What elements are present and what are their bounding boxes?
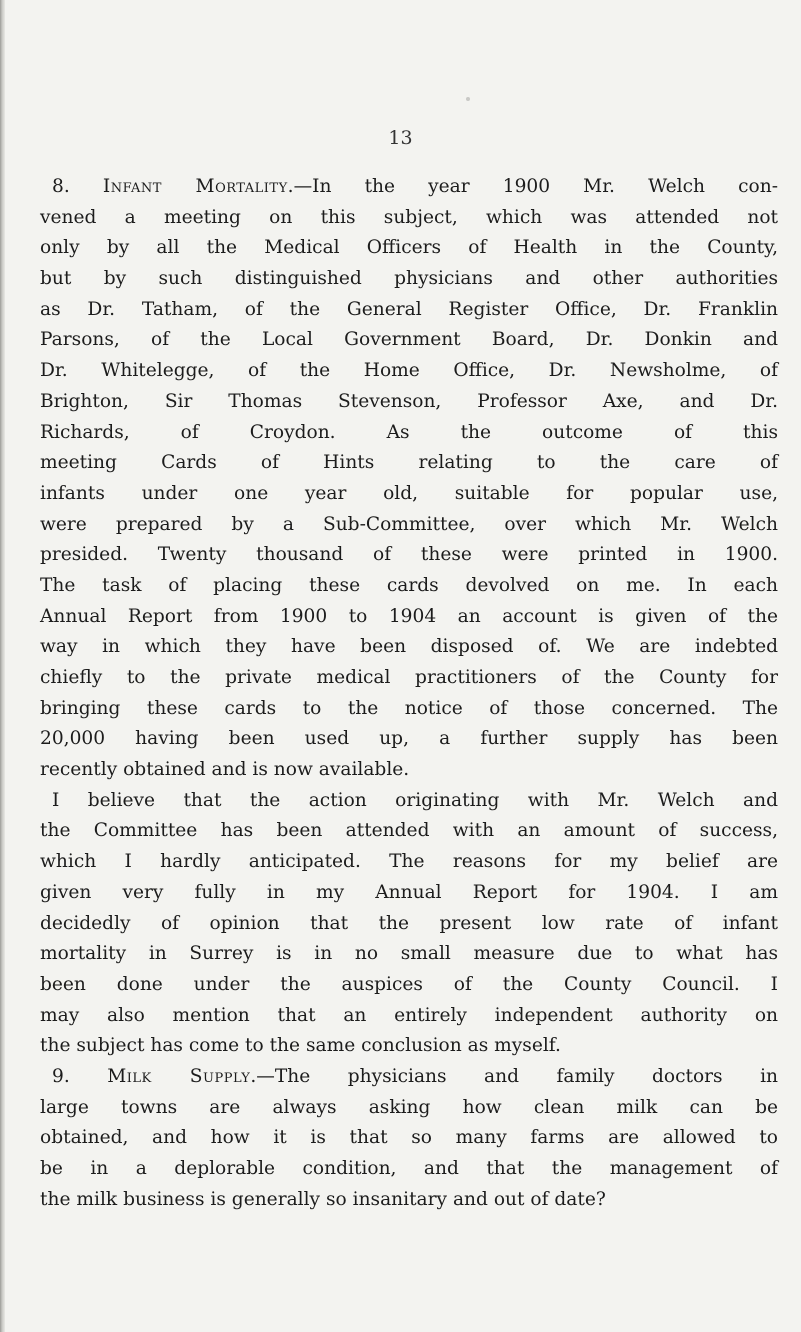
text-line: Brighton, Sir Thomas Stevenson, Professor Axe, and Dr.: [40, 390, 778, 412]
text-line: which I hardly anticipated. The reasons for my belief are: [40, 851, 778, 873]
text-line: the subject has come to the same conclusion as myself.: [40, 1035, 561, 1057]
text-line: Parsons, of the Local Government Board, Dr. Donkin and: [40, 329, 778, 351]
text-line: given very fully in my Annual Report for 1904. I am: [40, 881, 778, 903]
text-line: mortality in Surrey is in no small measure due to what has: [40, 943, 778, 965]
text-line: I believe that the action originating with Mr. Welch and: [52, 789, 778, 811]
section-heading: Milk Supply: [107, 1065, 251, 1087]
text-line: 20,000 having been used up, a further supply has been: [40, 728, 778, 750]
document-body: [40, 172, 778, 1215]
text-line: large towns are always asking how clean milk can be: [40, 1096, 778, 1118]
text-line: the milk business is generally so insanitary and out of date?: [40, 1188, 606, 1210]
text-line: 8. Infant Mortality.—In the year 1900 Mr. Welch con-: [52, 176, 778, 197]
paper-speck: [466, 97, 470, 101]
text-line: meeting Cards of Hints relating to the care of: [40, 452, 778, 474]
text-line: may also mention that an entirely independent authority on: [40, 1004, 778, 1026]
section-heading: Infant Mortality: [102, 176, 288, 197]
text-line: bringing these cards to the notice of those concerned. The: [40, 697, 778, 719]
text-line: but by such distinguished physicians and other authorities: [40, 268, 778, 290]
text-line: Richards, of Croydon. As the outcome of this: [40, 421, 778, 443]
text-line: chiefly to the private medical practitioners of the County for: [40, 667, 778, 688]
text-line: be in a deplorable condition, and that the management of: [40, 1158, 778, 1179]
text-line: decidedly of opinion that the present low rate of infant: [40, 912, 778, 934]
text-line: way in which they have been disposed of. We are indebted: [40, 636, 778, 658]
text-line: infants under one year old, suitable for popular use,: [40, 482, 778, 504]
text-line: The task of placing these cards devolved on me. In each: [40, 574, 778, 596]
page-edge-shadow: [0, 0, 5, 1332]
text-line: Annual Report from 1900 to 1904 an account is given of the: [40, 605, 778, 627]
text-line: were prepared by a Sub-Committee, over which Mr. Welch: [40, 513, 778, 535]
text-line: only by all the Medical Officers of Health in the County,: [40, 237, 778, 259]
section-number: 8.: [52, 176, 70, 197]
text-line: the Committee has been attended with an amount of success,: [40, 820, 778, 842]
paragraph-infant-mortality: [40, 172, 778, 786]
text-line: as Dr. Tatham, of the General Register Office, Dr. Franklin: [40, 298, 778, 320]
text-line: 9. Milk Supply.—The physicians and family doctors in: [52, 1065, 778, 1087]
paragraph-committee-success: [40, 786, 778, 1062]
text-line: presided. Twenty thousand of these were printed in 1900.: [40, 544, 778, 566]
text-line: been done under the auspices of the County Council. I: [40, 973, 778, 995]
text-line: vened a meeting on this subject, which was attended not: [40, 206, 778, 228]
text-line: recently obtained and is now available.: [40, 759, 410, 781]
paragraph-milk-supply: [40, 1062, 778, 1215]
page-number: 13: [388, 127, 413, 149]
text-line: Dr. Whitelegge, of the Home Office, Dr. Newsholme, of: [40, 360, 778, 382]
text-line: obtained, and how it is that so many farms are allowed to: [40, 1127, 778, 1149]
section-number: 9.: [52, 1065, 70, 1087]
